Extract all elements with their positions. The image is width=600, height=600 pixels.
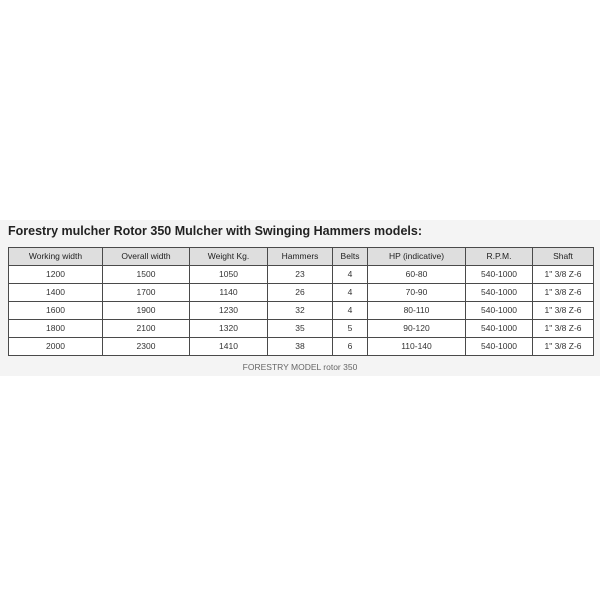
cell-belts: 4 bbox=[333, 266, 368, 284]
cell-overall-width: 2100 bbox=[103, 320, 190, 338]
cell-belts: 6 bbox=[333, 338, 368, 356]
table-row bbox=[9, 320, 594, 338]
cell-hp: 70-90 bbox=[368, 284, 466, 302]
table-row bbox=[9, 266, 594, 284]
specs-table bbox=[8, 247, 594, 356]
cell-shaft: 1" 3/8 Z-6 bbox=[533, 284, 594, 302]
cell-rpm: 540-1000 bbox=[466, 320, 533, 338]
cell-weight: 1320 bbox=[190, 320, 268, 338]
cell-belts: 5 bbox=[333, 320, 368, 338]
cell-rpm: 540-1000 bbox=[466, 338, 533, 356]
cell-hammers: 35 bbox=[268, 320, 333, 338]
cell-hp: 60-80 bbox=[368, 266, 466, 284]
header-overall-width: Overall width bbox=[103, 248, 190, 266]
cell-overall-width: 1700 bbox=[103, 284, 190, 302]
table-row bbox=[9, 338, 594, 356]
cell-weight: 1410 bbox=[190, 338, 268, 356]
cell-hammers: 38 bbox=[268, 338, 333, 356]
cell-working-width: 1600 bbox=[9, 302, 103, 320]
cell-shaft: 1" 3/8 Z-6 bbox=[533, 338, 594, 356]
header-hp: HP (indicative) bbox=[368, 248, 466, 266]
table-caption: FORESTRY MODEL rotor 350 bbox=[242, 362, 358, 372]
cell-overall-width: 1500 bbox=[103, 266, 190, 284]
cell-working-width: 1200 bbox=[9, 266, 103, 284]
cell-hammers: 26 bbox=[268, 284, 333, 302]
cell-overall-width: 1900 bbox=[103, 302, 190, 320]
cell-shaft: 1" 3/8 Z-6 bbox=[533, 266, 594, 284]
header-shaft: Shaft bbox=[533, 248, 594, 266]
header-working-width: Working width bbox=[9, 248, 103, 266]
cell-shaft: 1" 3/8 Z-6 bbox=[533, 302, 594, 320]
cell-belts: 4 bbox=[333, 302, 368, 320]
cell-weight: 1050 bbox=[190, 266, 268, 284]
cell-shaft: 1" 3/8 Z-6 bbox=[533, 320, 594, 338]
table-row bbox=[9, 284, 594, 302]
cell-hammers: 23 bbox=[268, 266, 333, 284]
header-hammers: Hammers bbox=[268, 248, 333, 266]
cell-weight: 1140 bbox=[190, 284, 268, 302]
cell-rpm: 540-1000 bbox=[466, 266, 533, 284]
cell-hp: 110-140 bbox=[368, 338, 466, 356]
header-rpm: R.P.M. bbox=[466, 248, 533, 266]
table-row bbox=[9, 302, 594, 320]
cell-hp: 90-120 bbox=[368, 320, 466, 338]
cell-working-width: 1400 bbox=[9, 284, 103, 302]
cell-overall-width: 2300 bbox=[103, 338, 190, 356]
cell-working-width: 1800 bbox=[9, 320, 103, 338]
cell-belts: 4 bbox=[333, 284, 368, 302]
cell-weight: 1230 bbox=[190, 302, 268, 320]
cell-rpm: 540-1000 bbox=[466, 302, 533, 320]
header-weight: Weight Kg. bbox=[190, 248, 268, 266]
cell-hp: 80-110 bbox=[368, 302, 466, 320]
table-header-row bbox=[9, 248, 594, 266]
cell-hammers: 32 bbox=[268, 302, 333, 320]
header-belts: Belts bbox=[333, 248, 368, 266]
cell-working-width: 2000 bbox=[9, 338, 103, 356]
table-title: Forestry mulcher Rotor 350 Mulcher with Swinging Hammers models: bbox=[8, 224, 422, 238]
cell-rpm: 540-1000 bbox=[466, 284, 533, 302]
